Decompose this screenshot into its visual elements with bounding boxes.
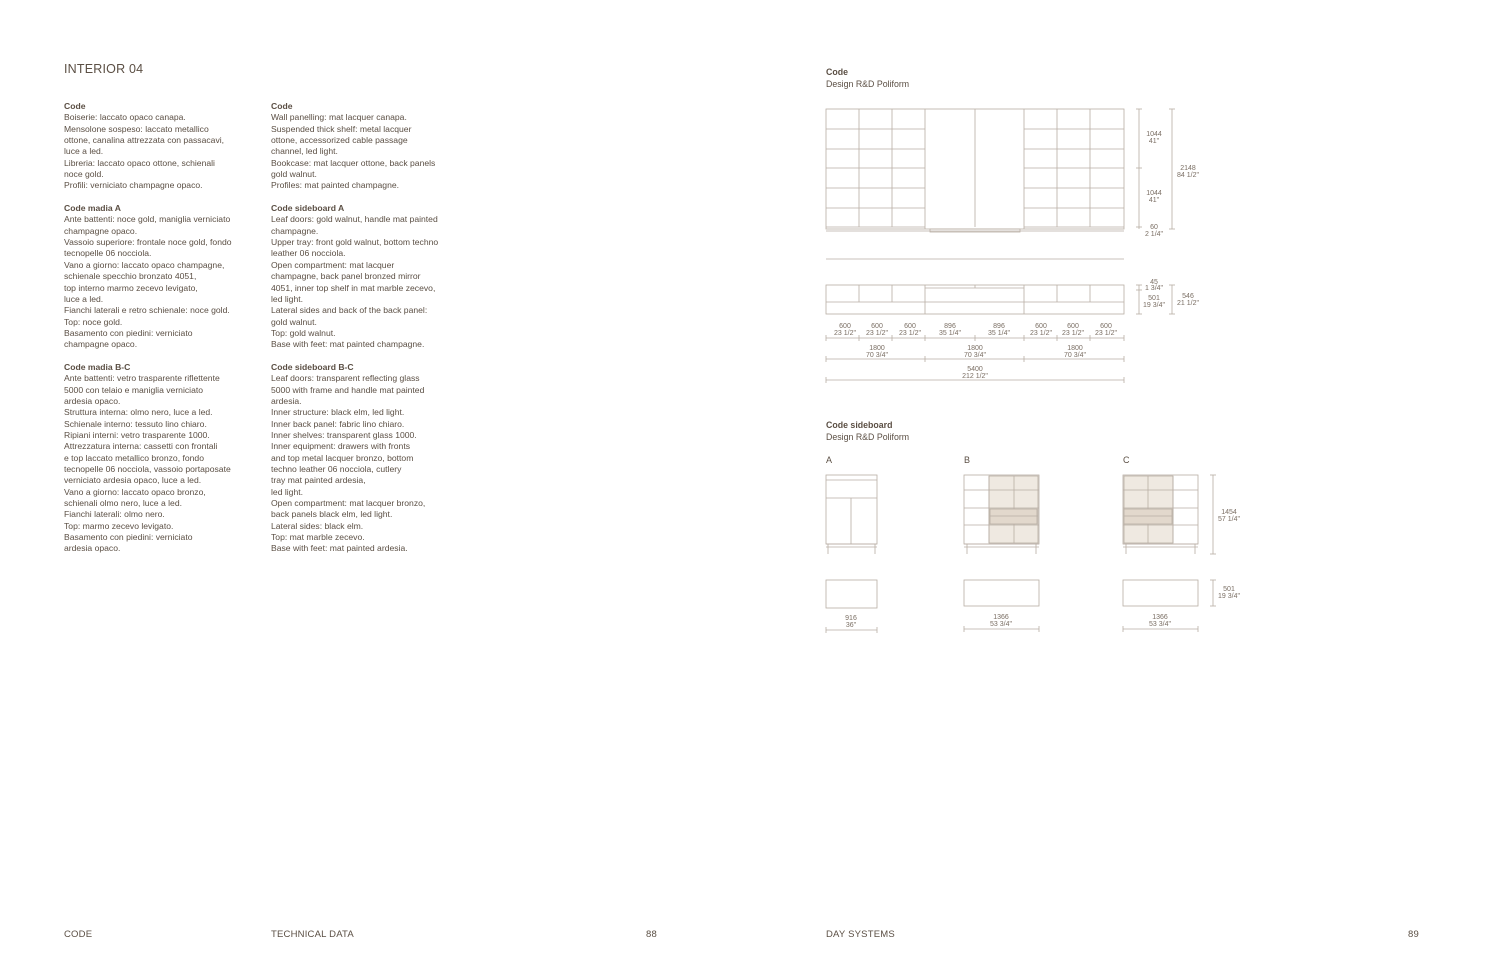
dim-b-width-mm: 1366 [993, 614, 1009, 621]
section-heading: Code [64, 101, 86, 111]
text-line: ardesia opaco. [64, 395, 121, 406]
text-line: luce a led. [64, 146, 104, 157]
sideboard-b-elevation [964, 475, 1039, 554]
page-number-right: 89 [1408, 929, 1419, 940]
text-line: back panels black elm, led light. [271, 509, 393, 520]
section-heading: Code [271, 101, 293, 111]
right-bookcase-grid [1024, 109, 1124, 229]
text-line: Base with feet: mat painted ardesia. [271, 543, 408, 554]
dim-total-w-in: 212 1/2" [962, 373, 988, 380]
text-line: Leaf doors: gold walnut, handle mat painted [271, 214, 438, 225]
dim-w4-mm: 896 [944, 323, 956, 330]
text-line: top interno marmo zecevo levigato, [64, 282, 198, 293]
dim-depth-in: 19 3/4" [1143, 302, 1165, 309]
text-line: Attrezzatura interna: cassetti con frontali [64, 441, 218, 452]
dim-b-width-in: 53 3/4" [990, 621, 1012, 628]
dim-base-mm: 60 [1150, 224, 1158, 231]
text-line: Ante battenti: noce gold, maniglia verniciato [64, 214, 231, 225]
text-line: led light. [271, 293, 304, 304]
text-line: Profiles: mat painted champagne. [271, 180, 400, 191]
text-line: Vano a giorno: laccato opaco champagne, [64, 259, 225, 270]
text-line: ottone, accessorized cable passage [271, 135, 408, 146]
dim-total-w-mm: 5400 [967, 366, 983, 373]
dim-w2-mm: 600 [871, 323, 883, 330]
dim-w3-in: 23 1/2" [899, 330, 921, 337]
text-line: 5000 con telaio e maniglia verniciato [64, 384, 204, 395]
dim-m3-in: 70 3/4" [1064, 352, 1086, 359]
dim-sb-depth-mm: 501 [1223, 586, 1235, 593]
dim-m1-in: 70 3/4" [866, 352, 888, 359]
dim-sb-height-mm: 1454 [1221, 509, 1237, 516]
label-sideboard-b: B [964, 455, 971, 465]
text-line: Lateral sides: black elm. [271, 520, 364, 531]
text-line: Inner back panel: fabric lino chiaro. [271, 418, 405, 429]
dim-w1-in: 23 1/2" [834, 330, 856, 337]
dim-top-in: 1 3/4" [1144, 285, 1164, 292]
dim-w4-in: 35 1/4" [939, 330, 961, 337]
text-line: Basamento con piedini: verniciato [64, 327, 193, 338]
section-heading: Code sideboard B-C [271, 361, 354, 372]
page-title: INTERIOR 04 [64, 62, 144, 76]
dim-a-width-mm: 916 [845, 615, 857, 622]
text-line: schienali olmo nero, luce a led. [64, 498, 182, 509]
dim-total-h-mm: 2148 [1180, 165, 1196, 172]
label-sideboard-a: A [826, 455, 833, 465]
dim-w7-in: 23 1/2" [1062, 330, 1084, 337]
text-line: Vano a giorno: laccato opaco bronzo, [64, 486, 206, 497]
dim-w3-mm: 600 [904, 323, 916, 330]
text-line: Vassoio superiore: frontale noce gold, fondo [64, 237, 232, 248]
dim-c-width-in: 53 3/4" [1149, 621, 1171, 628]
text-line: Inner equipment: drawers with fronts [271, 441, 410, 452]
text-line: schienale specchio bronzato 4051, [64, 271, 197, 282]
text-line: gold walnut. [271, 316, 317, 327]
text-line: Open compartment: mat lacquer [271, 259, 395, 270]
text-line: e top laccato metallico bronzo, fondo [64, 452, 204, 463]
text-line: Schienale interno: tessuto lino chiaro. [64, 418, 207, 429]
text-line: Lateral sides and back of the back panel: [271, 305, 428, 316]
dim-w5-mm: 896 [993, 323, 1005, 330]
dim-w8-mm: 600 [1100, 323, 1112, 330]
dim-m3-mm: 1800 [1067, 345, 1083, 352]
dim-w2-in: 23 1/2" [866, 330, 888, 337]
text-line: tecnopelle 06 nocciola. [64, 248, 152, 259]
text-line: ardesia. [271, 395, 302, 406]
sideboard-c-plan [1123, 580, 1198, 606]
text-line: Leaf doors: transparent reflecting glass [271, 373, 420, 384]
dim-w6-mm: 600 [1035, 323, 1047, 330]
dim-h1-mm: 1044 [1146, 131, 1162, 138]
dim-h1-in: 41" [1148, 138, 1160, 145]
text-line: Bookcase: mat lacquer ottone, back panels [271, 157, 436, 168]
drawing-sideboard-title: Code sideboard [826, 420, 893, 430]
text-line: led light. [271, 486, 304, 497]
dim-w7-mm: 600 [1067, 323, 1079, 330]
label-sideboard-c: C [1123, 455, 1130, 465]
drawing-code-title: Code [826, 67, 848, 77]
page-number-left: 88 [646, 929, 657, 940]
plan-outline [826, 285, 1124, 314]
text-line: 5000 with frame and handle mat painted [271, 384, 425, 395]
dim-depth-mm: 501 [1148, 295, 1160, 302]
dim-m1-mm: 1800 [869, 345, 885, 352]
text-line: techno leather 06 nocciola, cutlery [271, 464, 402, 474]
text-line: Top: marmo zecevo levigato. [64, 520, 174, 531]
section-heading: Code madia A [64, 203, 121, 214]
dim-total-h-in: 84 1/2" [1177, 172, 1199, 179]
text-line: Top: mat marble zecevo. [271, 532, 365, 543]
dim-sb-height-in: 57 1/4" [1218, 516, 1240, 523]
drawing-code-designer: Design R&D Poliform [826, 78, 910, 89]
text-line: Profili: verniciato champagne opaco. [64, 180, 203, 191]
dim-m2-in: 70 3/4" [964, 352, 986, 359]
text-line: champagne, back panel bronzed mirror [271, 271, 421, 282]
section-heading: Code sideboard A [271, 203, 345, 214]
sideboard-a-plan [826, 580, 877, 608]
section-heading: Code madia B-C [64, 361, 131, 372]
text-line: and top metal lacquer bronzo, bottom [271, 452, 414, 463]
dim-h2-in: 41" [1148, 197, 1160, 204]
dim-w1-mm: 600 [839, 323, 851, 330]
text-line: Top: noce gold. [64, 316, 123, 327]
text-line: Open compartment: mat lacquer bronzo, [271, 498, 426, 509]
text-line: Mensolone sospeso: laccato metallico [64, 123, 209, 134]
footer-brand: CODE [64, 929, 93, 940]
dim-w5-in: 35 1/4" [988, 330, 1010, 337]
text-line: ardesia opaco. [64, 543, 121, 554]
dim-total-d-in: 21 1/2" [1177, 300, 1199, 307]
text-line: Fianchi laterali e retro schienale: noce gold. [64, 305, 230, 316]
text-line: Boiserie: laccato opaco canapa. [64, 112, 186, 123]
text-line: ottone, canalina attrezzata con passacavi, [64, 135, 225, 146]
text-line: champagne. [271, 225, 319, 236]
text-line: channel, led light. [271, 146, 338, 157]
text-line: Inner structure: black elm, led light. [271, 407, 405, 418]
text-line: tray mat painted ardesia, [271, 475, 366, 486]
dim-sb-depth-in: 19 3/4" [1218, 593, 1240, 600]
dim-top-mm: 45 [1150, 279, 1158, 286]
footer-section: TECHNICAL DATA [271, 929, 354, 940]
text-line: Ante battenti: vetro trasparente riflettente [64, 373, 220, 384]
center-plinth [930, 229, 1020, 232]
text-line: Libreria: laccato opaco ottone, schienali [64, 157, 215, 168]
dim-a-width-in: 36" [845, 622, 857, 629]
text-line: Top: gold walnut. [271, 327, 336, 338]
text-line: verniciato ardesia opaco, luce a led. [64, 475, 202, 486]
sideboard-a-elevation [826, 475, 877, 554]
text-line: noce gold. [64, 169, 104, 180]
text-line: Basamento con piedini: verniciato [64, 532, 193, 543]
text-line: Base with feet: mat painted champagne. [271, 339, 425, 350]
text-line: Ripiani interni: vetro trasparente 1000. [64, 429, 210, 440]
left-bookcase-grid [826, 109, 925, 229]
text-line: Suspended thick shelf: metal lacquer [271, 123, 412, 134]
text-line: Fianchi laterali: olmo nero. [64, 509, 165, 520]
text-line: Inner shelves: transparent glass 1000. [271, 429, 417, 440]
dim-base-in: 2 1/4" [1144, 231, 1164, 238]
text-line: leather 06 nocciola. [271, 248, 346, 259]
text-line: luce a led. [64, 293, 104, 304]
text-line: tecnopelle 06 nocciola, vassoio portaposate [64, 464, 231, 474]
text-line: 4051, inner top shelf in mat marble zecevo, [271, 282, 436, 293]
text-line: champagne opaco. [64, 225, 138, 236]
text-line: champagne opaco. [64, 339, 138, 350]
text-line: Upper tray: front gold walnut, bottom techno [271, 237, 439, 248]
sideboard-b-plan [964, 580, 1039, 606]
text-line: Struttura interna: olmo nero, luce a led. [64, 407, 213, 418]
dim-c-width-mm: 1366 [1152, 614, 1168, 621]
drawing-sideboard-designer: Design R&D Poliform [826, 431, 910, 442]
text-line: Wall panelling: mat lacquer canapa. [271, 112, 407, 123]
dim-w6-in: 23 1/2" [1030, 330, 1052, 337]
footer-category: DAY SYSTEMS [826, 929, 895, 940]
dim-h2-mm: 1044 [1146, 190, 1162, 197]
text-line: gold walnut. [271, 169, 317, 180]
sideboard-c-elevation [1123, 475, 1198, 554]
dim-w8-in: 23 1/2" [1095, 330, 1117, 337]
dim-m2-mm: 1800 [967, 345, 983, 352]
dim-total-d-mm: 546 [1182, 293, 1194, 300]
